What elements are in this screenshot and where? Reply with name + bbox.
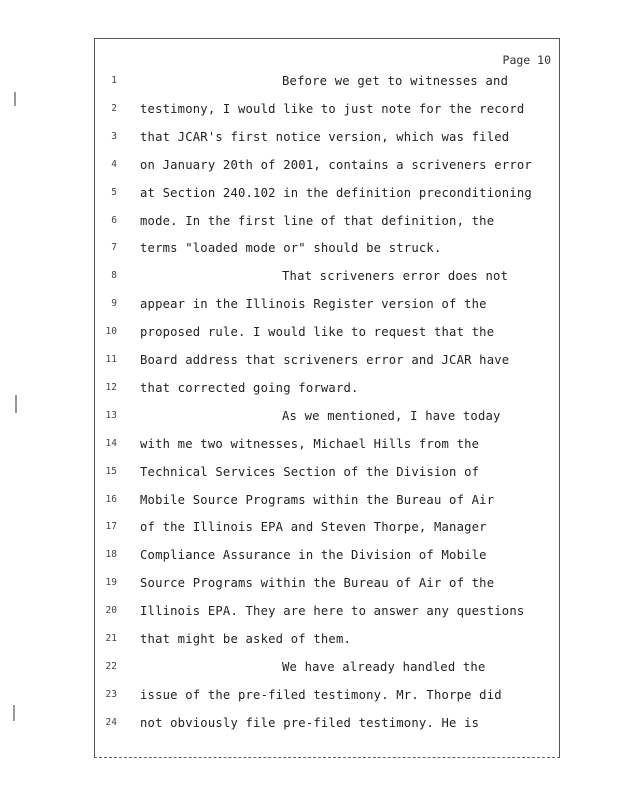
- transcript-line: [95, 434, 561, 454]
- line-text: Mobile Source Programs within the Bureau of Air: [140, 492, 495, 507]
- line-number: 16: [105, 493, 117, 505]
- transcript-line: [95, 629, 561, 649]
- transcript-line: [95, 378, 561, 398]
- transcript-line: [95, 657, 561, 677]
- line-text: not obviously file pre-filed testimony. He is: [140, 715, 480, 730]
- line-number: 20: [105, 605, 117, 617]
- line-number: 11: [105, 354, 117, 365]
- transcript-line: [95, 350, 561, 370]
- margin-mark-left-1: [14, 92, 16, 106]
- line-text: proposed rule. I would like to request that the: [140, 325, 495, 340]
- line-text: appear in the Illinois Register version of the: [140, 297, 487, 312]
- line-number: 13: [105, 409, 117, 421]
- line-number: 14: [105, 437, 117, 449]
- line-text: Source Programs within the Bureau of Air of the: [140, 576, 495, 591]
- line-text: that corrected going forward.: [140, 380, 359, 395]
- line-number: 15: [105, 465, 117, 477]
- transcript-line: [95, 545, 561, 565]
- transcript-line: [95, 462, 561, 482]
- transcript-line: [95, 155, 561, 175]
- margin-mark-left-2: [15, 395, 17, 413]
- line-text: mode. In the first line of that definition, the: [140, 213, 495, 228]
- line-number: 3: [111, 130, 117, 142]
- line-number: 17: [105, 521, 117, 533]
- line-text: with me two witnesses, Michael Hills from the: [140, 436, 480, 451]
- line-text: terms "loaded mode or" should be struck.: [140, 241, 442, 256]
- line-number: 4: [111, 158, 117, 170]
- line-text: Illinois EPA. They are here to answer any questions: [140, 604, 525, 619]
- line-text: at Section 240.102 in the definition preconditioning: [140, 185, 532, 200]
- line-text: of the Illinois EPA and Steven Thorpe, Manager: [140, 520, 487, 535]
- line-number: 2: [111, 102, 117, 114]
- page-number: Page 10: [502, 53, 551, 67]
- line-text: We have already handled the: [282, 659, 486, 674]
- line-text: on January 20th of 2001, contains a scriveners error: [140, 157, 532, 172]
- transcript-line: [95, 183, 561, 203]
- transcript-line: [95, 406, 561, 426]
- line-number: 1: [111, 75, 117, 86]
- transcript-page: [94, 38, 560, 758]
- line-number: 18: [105, 549, 117, 561]
- transcript-line: [95, 99, 561, 119]
- line-text: Technical Services Section of the Division of: [140, 464, 480, 479]
- transcript-line: [95, 517, 561, 537]
- line-text: As we mentioned, I have today: [282, 408, 501, 423]
- transcript-line: [95, 322, 561, 342]
- transcript-line: [95, 713, 561, 733]
- line-text: testimony, I would like to just note for the record: [140, 101, 525, 116]
- transcript-line: [95, 685, 561, 705]
- transcript-line: [95, 266, 561, 286]
- line-number: 12: [105, 381, 117, 393]
- line-number: 24: [105, 716, 117, 728]
- line-number: 10: [105, 326, 117, 338]
- line-text: that JCAR's first notice version, which was filed: [140, 129, 510, 144]
- margin-mark-left-3: [13, 705, 15, 721]
- line-text: Before we get to witnesses and: [282, 74, 509, 88]
- line-number: 8: [111, 270, 117, 282]
- line-number: 5: [111, 186, 117, 198]
- line-text: Compliance Assurance in the Division of Mobile: [140, 548, 487, 563]
- transcript-line: [95, 71, 561, 91]
- line-number: 23: [105, 688, 117, 700]
- line-number: 19: [105, 577, 117, 589]
- transcript-line: [95, 573, 561, 593]
- line-number: 6: [111, 214, 117, 226]
- transcript-line: [95, 238, 561, 258]
- line-text: Board address that scriveners error and JCAR have: [140, 353, 510, 367]
- line-text: issue of the pre-filed testimony. Mr. Thorpe did: [140, 687, 502, 702]
- line-text: that might be asked of them.: [140, 632, 352, 646]
- transcript-line: [95, 127, 561, 147]
- line-number: 9: [111, 298, 117, 310]
- transcript-line: [95, 211, 561, 231]
- line-text: That scriveners error does not: [282, 269, 509, 284]
- line-number: 7: [111, 242, 117, 254]
- transcript-line: [95, 601, 561, 621]
- transcript-line: [95, 490, 561, 510]
- line-number: 22: [105, 660, 117, 672]
- line-number: 21: [105, 633, 117, 644]
- transcript-line: [95, 294, 561, 314]
